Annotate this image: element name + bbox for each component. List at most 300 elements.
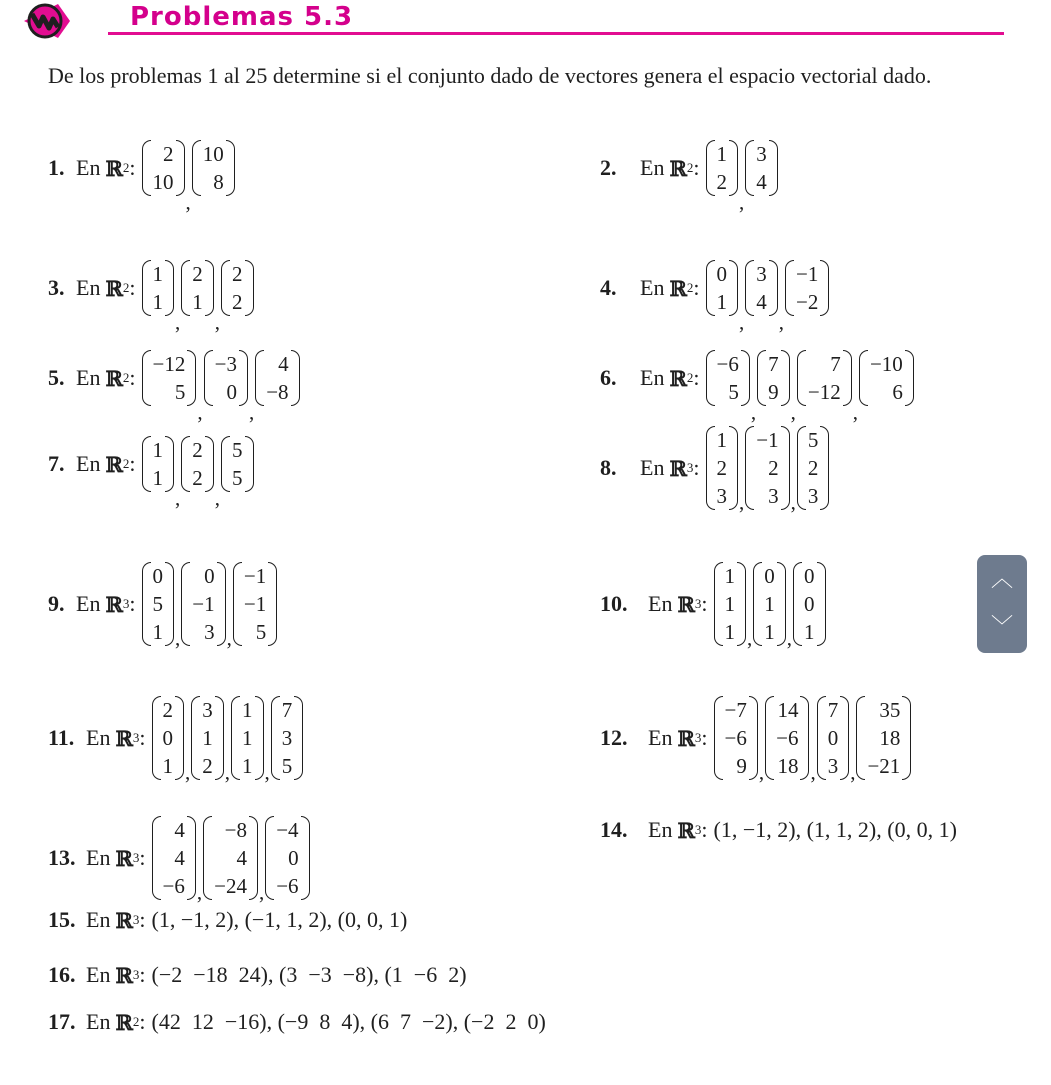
real-space-symbol: ℝ bbox=[115, 845, 133, 871]
column-vector bbox=[255, 350, 299, 406]
problem-label: En bbox=[648, 591, 673, 616]
left-paren bbox=[142, 140, 151, 196]
problem-number: 7. bbox=[48, 451, 65, 476]
column-vector bbox=[706, 426, 739, 510]
problem-17 bbox=[48, 1002, 546, 1042]
vector-entry: −2 bbox=[796, 290, 819, 314]
lightning-badge-icon bbox=[22, 2, 72, 40]
vector-separator: , bbox=[175, 626, 181, 650]
problem-9 bbox=[48, 556, 278, 652]
vector-separator: , bbox=[739, 310, 745, 334]
left-paren bbox=[706, 426, 715, 510]
dimension-exponent: 2 bbox=[686, 370, 694, 385]
vector-separator: , bbox=[224, 760, 231, 784]
real-space-symbol: ℝ bbox=[105, 451, 123, 477]
right-paren bbox=[777, 562, 786, 646]
colon: : bbox=[693, 455, 700, 480]
vector-entry: 1 bbox=[764, 592, 775, 616]
right-paren bbox=[187, 350, 196, 406]
problem-8 bbox=[600, 420, 830, 516]
right-paren bbox=[840, 696, 849, 780]
column-vector bbox=[856, 696, 911, 780]
column-vector bbox=[859, 350, 914, 406]
problem-10 bbox=[600, 556, 827, 652]
right-paren bbox=[905, 350, 914, 406]
right-paren bbox=[165, 436, 174, 492]
problem-number: 13. bbox=[48, 845, 76, 870]
left-paren bbox=[265, 816, 274, 900]
colon: : bbox=[129, 591, 136, 616]
column-vector bbox=[152, 696, 185, 780]
colon: : bbox=[129, 155, 136, 180]
vector-separator: , bbox=[175, 310, 181, 334]
vector-entry: 1 bbox=[192, 290, 203, 314]
vector-entry: 1 bbox=[242, 726, 253, 750]
real-space-symbol: ℝ bbox=[669, 365, 687, 391]
real-space-symbol: ℝ bbox=[115, 725, 133, 751]
vector-entry: 1 bbox=[804, 620, 815, 644]
vector-entry: 4 bbox=[236, 846, 247, 870]
problem-13 bbox=[48, 810, 311, 906]
vector-entry: 35 bbox=[879, 698, 901, 722]
right-paren bbox=[817, 562, 826, 646]
vector-separator: , bbox=[197, 400, 203, 424]
vector-separator: , bbox=[758, 760, 765, 784]
right-paren bbox=[749, 696, 758, 780]
left-paren bbox=[204, 350, 213, 406]
vector-entries bbox=[151, 562, 166, 646]
column-vector bbox=[181, 436, 214, 492]
vector-entry: 4 bbox=[756, 290, 767, 314]
problem-1 bbox=[48, 120, 236, 216]
dimension-exponent: 2 bbox=[122, 280, 130, 295]
dimension-exponent: 2 bbox=[122, 160, 130, 175]
vector-entries bbox=[794, 260, 820, 316]
vector-separator: , bbox=[258, 880, 265, 904]
column-vector bbox=[221, 260, 254, 316]
vector-entry: 0 bbox=[804, 592, 815, 616]
problem-label: En bbox=[76, 155, 101, 180]
problem-number: 11. bbox=[48, 725, 75, 750]
left-paren bbox=[152, 696, 161, 780]
right-paren bbox=[226, 140, 235, 196]
column-vector bbox=[271, 696, 304, 780]
left-paren bbox=[745, 260, 754, 316]
right-paren bbox=[820, 260, 829, 316]
left-paren bbox=[793, 562, 802, 646]
vector-entry: 0 bbox=[764, 564, 775, 588]
column-vector bbox=[785, 260, 829, 316]
left-paren bbox=[757, 350, 766, 406]
problem-6 bbox=[600, 330, 915, 426]
vector-separator: , bbox=[747, 626, 753, 650]
right-paren bbox=[176, 140, 185, 196]
vector-entry: 2 bbox=[716, 456, 728, 480]
column-vector bbox=[231, 696, 264, 780]
column-vector bbox=[745, 426, 789, 510]
left-paren bbox=[221, 436, 230, 492]
column-vector bbox=[233, 562, 277, 646]
section-title: Problemas 5.3 bbox=[130, 2, 354, 32]
vector-entries bbox=[151, 436, 166, 492]
problem-number: 12. bbox=[600, 725, 628, 750]
vector-entries bbox=[213, 350, 239, 406]
vector-entry: 2 bbox=[192, 438, 203, 462]
right-paren bbox=[245, 436, 254, 492]
vector-entries bbox=[230, 436, 245, 492]
vector-entry: 5 bbox=[174, 380, 186, 404]
right-paren bbox=[800, 696, 809, 780]
right-paren bbox=[249, 816, 258, 900]
vector-entry: 0 bbox=[716, 262, 728, 286]
column-vector bbox=[152, 816, 196, 900]
real-space-symbol: ℝ bbox=[105, 591, 123, 617]
column-vector bbox=[706, 350, 750, 406]
right-paren bbox=[729, 260, 738, 316]
vector-entry: 7 bbox=[281, 698, 293, 722]
vector-entries bbox=[762, 562, 777, 646]
real-space-symbol: ℝ bbox=[105, 365, 123, 391]
vector-separator: , bbox=[185, 190, 191, 214]
vector-entries bbox=[715, 426, 730, 510]
colon: : bbox=[701, 725, 708, 750]
right-paren bbox=[729, 426, 738, 510]
vector-entry: 0 bbox=[204, 564, 215, 588]
vector-separator: , bbox=[739, 490, 745, 514]
vector-entry: 1 bbox=[242, 754, 253, 778]
right-paren bbox=[165, 260, 174, 316]
column-vector bbox=[181, 562, 225, 646]
right-paren bbox=[215, 696, 224, 780]
chevron-down-icon[interactable]: ﹀ bbox=[990, 615, 1013, 640]
vector-entries bbox=[161, 816, 187, 900]
dimension-exponent: 3 bbox=[686, 460, 694, 475]
dimension-exponent: 3 bbox=[122, 596, 130, 611]
problem-label: En bbox=[640, 455, 665, 480]
vector-separator: , bbox=[226, 626, 232, 650]
vector-entry: 7 bbox=[768, 352, 779, 376]
right-paren bbox=[902, 696, 911, 780]
vector-entry: −1 bbox=[192, 592, 215, 616]
problem-number: 17. bbox=[48, 1009, 76, 1034]
dimension-exponent: 3 bbox=[132, 850, 140, 865]
vector-entry: 0 bbox=[226, 380, 237, 404]
right-paren bbox=[268, 562, 277, 646]
vector-entry: −1 bbox=[243, 564, 267, 588]
column-vector bbox=[817, 696, 850, 780]
left-paren bbox=[203, 816, 212, 900]
chevron-up-icon[interactable]: ︿ bbox=[990, 567, 1013, 592]
vector-entry: 8 bbox=[213, 170, 224, 194]
vector-entry: −1 bbox=[796, 262, 819, 286]
column-vector bbox=[142, 350, 197, 406]
vector-entry: 9 bbox=[736, 754, 747, 778]
right-paren bbox=[291, 350, 300, 406]
problem-15 bbox=[48, 900, 407, 940]
vector-separator: , bbox=[778, 310, 785, 334]
vector-entry: 4 bbox=[174, 818, 185, 842]
problem-number: 4. bbox=[600, 275, 617, 300]
dimension-exponent: 2 bbox=[686, 280, 694, 295]
vector-entry: 1 bbox=[724, 564, 736, 588]
problem-number: 14. bbox=[600, 817, 628, 842]
vector-entry: 0 bbox=[288, 846, 299, 870]
vector-separator: , bbox=[175, 486, 181, 510]
colon: : bbox=[693, 365, 700, 390]
dimension-exponent: 3 bbox=[694, 596, 702, 611]
vector-entry: 10 bbox=[202, 142, 224, 166]
left-paren bbox=[142, 562, 151, 646]
right-paren bbox=[217, 562, 226, 646]
dimension-exponent: 2 bbox=[122, 370, 130, 385]
right-paren bbox=[165, 562, 174, 646]
vector-entry: 7 bbox=[830, 352, 841, 376]
left-paren bbox=[706, 260, 715, 316]
vector-entry: 2 bbox=[202, 754, 213, 778]
vector-entry: 1 bbox=[242, 698, 253, 722]
left-paren bbox=[231, 696, 240, 780]
left-paren bbox=[859, 350, 868, 406]
right-paren bbox=[843, 350, 852, 406]
right-paren bbox=[175, 696, 184, 780]
vector-entries bbox=[161, 696, 176, 780]
right-paren bbox=[239, 350, 248, 406]
right-paren bbox=[781, 350, 790, 406]
vector-entries bbox=[200, 696, 215, 780]
vector-entry: 3 bbox=[756, 262, 767, 286]
problem-number: 3. bbox=[48, 275, 65, 300]
real-space-symbol: ℝ bbox=[669, 455, 687, 481]
colon: : bbox=[693, 155, 700, 180]
scroll-control[interactable] bbox=[977, 555, 1027, 653]
problem-2 bbox=[600, 120, 779, 216]
vector-entry: −6 bbox=[276, 874, 299, 898]
problem-label: En bbox=[86, 1009, 111, 1034]
left-paren bbox=[142, 436, 151, 492]
left-paren bbox=[745, 426, 754, 510]
problem-label: En bbox=[76, 591, 101, 616]
right-paren bbox=[729, 140, 738, 196]
vector-entry: 1 bbox=[162, 754, 174, 778]
vector-entry: 2 bbox=[232, 290, 243, 314]
colon: : bbox=[701, 591, 708, 616]
vector-entry: 3 bbox=[768, 484, 779, 508]
problem-number: 9. bbox=[48, 591, 65, 616]
vector-entries bbox=[826, 696, 841, 780]
vector-entry: 7 bbox=[827, 698, 839, 722]
vector-set-text: (−2 −18 24), (3 −3 −8), (1 −6 2) bbox=[151, 962, 467, 987]
colon: : bbox=[139, 725, 146, 750]
vector-entry: 2 bbox=[162, 698, 174, 722]
vector-entry: 3 bbox=[827, 754, 839, 778]
vector-entry: −6 bbox=[162, 874, 185, 898]
problem-label: En bbox=[86, 725, 111, 750]
problem-number: 16. bbox=[48, 962, 76, 987]
vector-entry: 3 bbox=[204, 620, 215, 644]
dimension-exponent: 3 bbox=[132, 730, 140, 745]
real-space-symbol: ℝ bbox=[115, 1009, 133, 1035]
vector-entries bbox=[715, 140, 730, 196]
vector-entry: 0 bbox=[152, 564, 164, 588]
right-paren bbox=[769, 140, 778, 196]
dimension-exponent: 2 bbox=[686, 160, 694, 175]
vector-entries bbox=[766, 350, 781, 406]
problem-7 bbox=[48, 416, 255, 512]
dimension-exponent: 3 bbox=[694, 822, 702, 837]
problem-number: 1. bbox=[48, 155, 65, 180]
vector-entry: 4 bbox=[174, 846, 185, 870]
vector-entries bbox=[806, 350, 843, 406]
real-space-symbol: ℝ bbox=[115, 907, 133, 933]
right-paren bbox=[769, 260, 778, 316]
vector-entry: −21 bbox=[867, 754, 901, 778]
intro-text: De los problemas 1 al 25 determine si el conjunto dado de vectores genera el espacio vectorial dado. bbox=[48, 63, 932, 88]
column-vector bbox=[797, 350, 852, 406]
vector-entry: 5 bbox=[728, 380, 739, 404]
vector-entries bbox=[230, 260, 245, 316]
right-paren bbox=[781, 426, 790, 510]
vector-entries bbox=[715, 260, 730, 316]
left-paren bbox=[706, 140, 715, 196]
right-paren bbox=[187, 816, 196, 900]
vector-entries bbox=[806, 426, 821, 510]
real-space-symbol: ℝ bbox=[677, 817, 695, 843]
column-vector bbox=[706, 260, 739, 316]
problem-label: En bbox=[76, 365, 101, 390]
vector-separator: , bbox=[739, 190, 745, 214]
colon: : bbox=[139, 845, 146, 870]
right-paren bbox=[301, 816, 310, 900]
problem-12 bbox=[600, 690, 912, 786]
vector-entry: 1 bbox=[716, 428, 728, 452]
column-vector bbox=[745, 260, 778, 316]
vector-entries bbox=[280, 696, 295, 780]
vector-entry: 18 bbox=[879, 726, 901, 750]
vector-entry: 4 bbox=[756, 170, 767, 194]
vector-entry: 2 bbox=[192, 466, 203, 490]
left-paren bbox=[142, 350, 151, 406]
real-space-symbol: ℝ bbox=[669, 155, 687, 181]
vector-entry: −4 bbox=[276, 818, 299, 842]
vector-separator: , bbox=[185, 760, 191, 784]
right-paren bbox=[245, 260, 254, 316]
real-space-symbol: ℝ bbox=[105, 275, 123, 301]
vector-entry: 0 bbox=[827, 726, 839, 750]
problem-label: En bbox=[648, 725, 673, 750]
left-paren bbox=[797, 350, 806, 406]
dimension-exponent: 3 bbox=[132, 912, 140, 927]
problem-label: En bbox=[648, 817, 673, 842]
column-vector bbox=[745, 140, 778, 196]
column-vector bbox=[142, 260, 175, 316]
header-rule bbox=[108, 32, 1004, 35]
problem-number: 6. bbox=[600, 365, 617, 390]
problem-5 bbox=[48, 330, 301, 426]
left-paren bbox=[714, 696, 723, 780]
vector-entry: 2 bbox=[768, 456, 779, 480]
left-paren bbox=[181, 562, 190, 646]
vector-entry: 3 bbox=[807, 484, 819, 508]
left-paren bbox=[181, 436, 190, 492]
vector-entries bbox=[264, 350, 290, 406]
vector-entry: 5 bbox=[281, 754, 293, 778]
vector-entries bbox=[723, 696, 749, 780]
left-paren bbox=[785, 260, 794, 316]
vector-entry: −24 bbox=[214, 874, 247, 898]
vector-entry: 1 bbox=[152, 290, 164, 314]
left-paren bbox=[706, 350, 715, 406]
vector-entry: −6 bbox=[716, 352, 739, 376]
vector-entry: 1 bbox=[764, 620, 775, 644]
column-vector bbox=[192, 140, 235, 196]
left-paren bbox=[192, 140, 201, 196]
vector-entry: 1 bbox=[724, 620, 736, 644]
vector-entry: 1 bbox=[724, 592, 736, 616]
vector-entry: 9 bbox=[768, 380, 779, 404]
real-space-symbol: ℝ bbox=[677, 725, 695, 751]
vector-entries bbox=[723, 562, 738, 646]
vector-separator: , bbox=[852, 400, 858, 424]
colon: : bbox=[139, 1009, 146, 1034]
vector-entry: 14 bbox=[777, 698, 799, 722]
problem-4 bbox=[600, 240, 830, 336]
dimension-exponent: 3 bbox=[132, 967, 140, 982]
vector-entry: 2 bbox=[807, 456, 819, 480]
dimension-exponent: 2 bbox=[132, 1014, 140, 1029]
column-vector bbox=[191, 696, 224, 780]
vector-separator: , bbox=[264, 760, 270, 784]
column-vector bbox=[757, 350, 790, 406]
vector-entry: 1 bbox=[202, 726, 213, 750]
problem-14 bbox=[600, 810, 957, 850]
vector-entry: −12 bbox=[807, 380, 841, 404]
vector-entries bbox=[865, 696, 902, 780]
right-paren bbox=[294, 696, 303, 780]
problem-number: 8. bbox=[600, 455, 617, 480]
vector-entry: 1 bbox=[152, 438, 164, 462]
left-paren bbox=[856, 696, 865, 780]
vector-entries bbox=[274, 816, 300, 900]
column-vector bbox=[765, 696, 809, 780]
left-paren bbox=[181, 260, 190, 316]
column-vector bbox=[204, 350, 248, 406]
vector-entries bbox=[212, 816, 249, 900]
vector-entries bbox=[190, 260, 205, 316]
vector-entry: −7 bbox=[724, 698, 747, 722]
colon: : bbox=[129, 365, 136, 390]
vector-separator: , bbox=[790, 490, 796, 514]
vector-entries bbox=[201, 140, 226, 196]
vector-entries bbox=[868, 350, 905, 406]
vector-entries bbox=[754, 260, 769, 316]
vector-entry: 2 bbox=[232, 262, 243, 286]
right-paren bbox=[741, 350, 750, 406]
column-vector bbox=[797, 426, 830, 510]
colon: : bbox=[701, 817, 708, 842]
vector-entry: 3 bbox=[281, 726, 293, 750]
right-paren bbox=[205, 436, 214, 492]
vector-entry: 5 bbox=[255, 620, 267, 644]
vector-entries bbox=[774, 696, 800, 780]
vector-entries bbox=[754, 140, 769, 196]
column-vector bbox=[181, 260, 214, 316]
vector-entry: −6 bbox=[724, 726, 747, 750]
section-header bbox=[22, 0, 1004, 40]
column-vector bbox=[265, 816, 309, 900]
vector-entry: 3 bbox=[756, 142, 767, 166]
problem-label: En bbox=[86, 845, 111, 870]
vector-entry: −8 bbox=[266, 380, 289, 404]
